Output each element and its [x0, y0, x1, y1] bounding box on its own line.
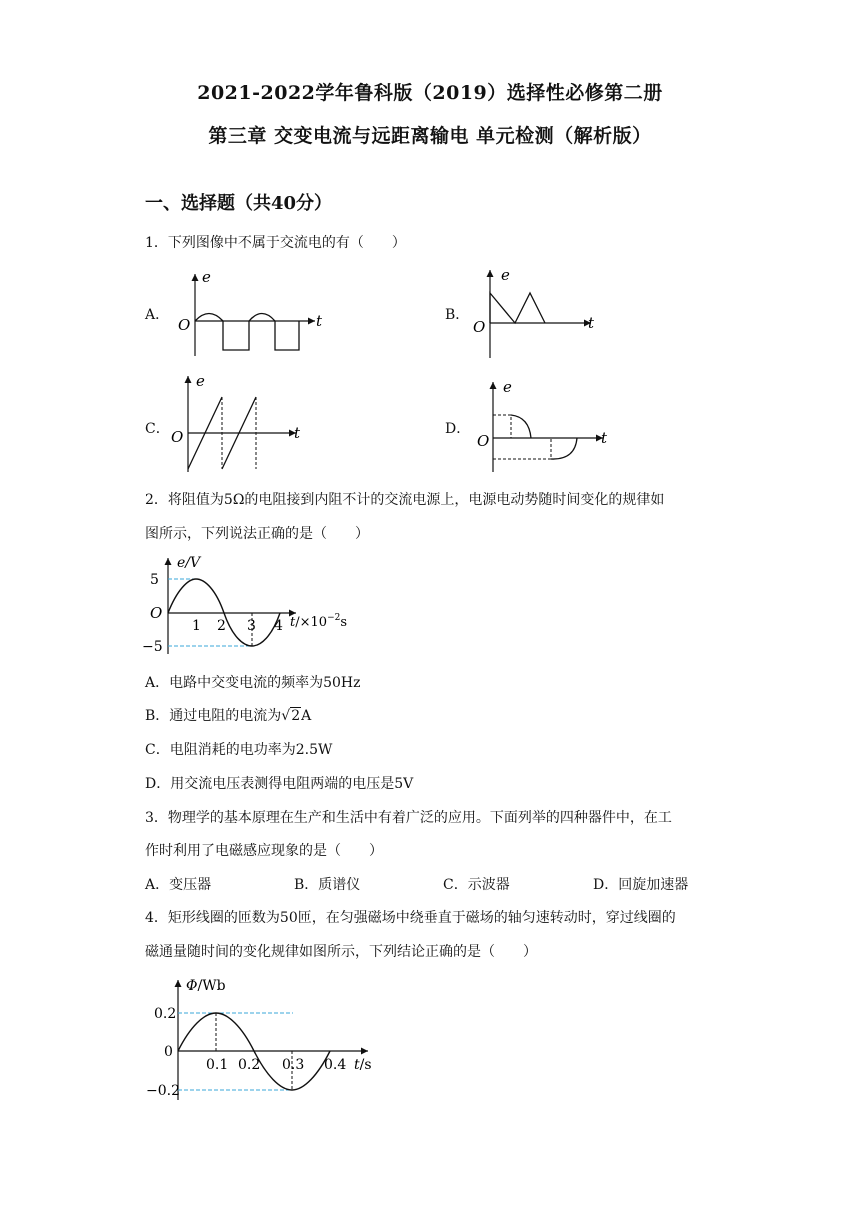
q2-option-d: D．用交流电压表测得电阻两端的电压是5V: [145, 776, 414, 792]
q4-origin: 0: [164, 1044, 173, 1060]
q2-xlabel: $t/\times 10^{-2}s$: [290, 613, 348, 630]
q4-xtick-0.3: 0.3: [282, 1057, 305, 1073]
q4-xtick-0.2: 0.2: [238, 1057, 261, 1073]
q1-option-c-label: C．: [145, 421, 170, 437]
q4-graph: [148, 972, 388, 1102]
q3-option-a: A．变压器: [145, 877, 212, 893]
q1d-t-label: t: [601, 429, 608, 447]
document-title-line1: 2021-2022学年鲁科版（2019）选择性必修第二册: [197, 82, 663, 104]
q2-xtick-4: 4: [274, 618, 283, 634]
q2-ytick-neg5: −5: [142, 639, 163, 655]
q4-stem-line1: 4．矩形线圈的匝数为50匝，在匀强磁场中绕垂直于磁场的轴匀速转动时，穿过线圈的: [145, 910, 676, 926]
q2-stem-line2: 图所示，下列说法正确的是（ ）: [145, 526, 369, 542]
q4-stem-line2: 磁通量随时间的变化规律如图所示，下列结论正确的是（ ）: [145, 944, 537, 960]
q3-option-c: C．示波器: [443, 877, 510, 893]
q2-option-b-unit: A: [301, 708, 312, 724]
q2-option-b-text: B．通过电阻的电流为: [145, 708, 282, 724]
q1-graph-a: [170, 268, 330, 358]
q3-option-b: B．质谱仪: [294, 877, 361, 893]
q2-ylabel: e/V: [177, 555, 201, 571]
q1c-origin-label: O: [171, 428, 184, 446]
q4-xlabel: t/s: [354, 1057, 372, 1073]
q1a-e-label: e: [202, 268, 211, 286]
q4-xtick-0.4: 0.4: [324, 1057, 347, 1073]
q1-option-b-label: B．: [445, 307, 470, 323]
q2-option-b: [145, 705, 311, 725]
q1-graph-b: [468, 266, 608, 360]
q2-option-c: C．电阻消耗的电功率为2.5W: [145, 742, 333, 758]
q1c-t-label: t: [294, 424, 301, 442]
q1-graph-c: [170, 372, 310, 476]
q1-graph-d: [475, 378, 615, 476]
q1d-e-label: e: [503, 378, 512, 396]
q4-ytick-0.2: 0.2: [154, 1006, 177, 1022]
q1b-t-label: t: [588, 314, 595, 332]
q1-option-d-label: D．: [445, 421, 471, 437]
section-heading: 一、选择题（共40分）: [145, 193, 333, 214]
q2-graph: [142, 552, 358, 656]
q1a-t-label: t: [316, 312, 323, 330]
q1c-e-label: e: [196, 372, 205, 390]
q2-xtick-1: 1: [192, 618, 201, 634]
q3-stem-line1: 3．物理学的基本原理在生产和生活中有着广泛的应用。下面列举的四种器件中，在工: [145, 810, 672, 826]
sqrt-symbol: √2: [281, 708, 301, 724]
q2-origin: O: [150, 604, 163, 622]
q1-option-a-label: A．: [145, 307, 170, 323]
q2-xtick-3: 3: [247, 618, 256, 634]
q2-option-a: A．电路中交变电流的频率为50Hz: [145, 675, 361, 691]
q2-ytick-5: 5: [150, 572, 159, 588]
q4-ylabel: Φ/Wb: [186, 978, 226, 994]
q2-stem-line1: 2．将阻值为5Ω的电阻接到内阻不计的交流电源上，电源电动势随时间变化的规律如: [145, 492, 665, 508]
q1a-origin-label: O: [178, 316, 191, 334]
q3-stem-line2: 作时利用了电磁感应现象的是（ ）: [145, 843, 383, 859]
q1b-origin-label: O: [473, 318, 486, 336]
q3-option-d: D．回旋加速器: [593, 877, 689, 893]
q1-stem: 1．下列图像中不属于交流电的有（ ）: [145, 235, 406, 251]
document-title-line2: 第三章 交变电流与远距离输电 单元检测（解析版）: [208, 125, 652, 147]
q1b-e-label: e: [501, 266, 510, 284]
q2-xtick-2: 2: [217, 618, 226, 634]
q4-ytick-neg0.2: −0.2: [146, 1083, 180, 1099]
q1d-origin-label: O: [477, 432, 490, 450]
q4-xtick-0.1: 0.1: [206, 1057, 229, 1073]
